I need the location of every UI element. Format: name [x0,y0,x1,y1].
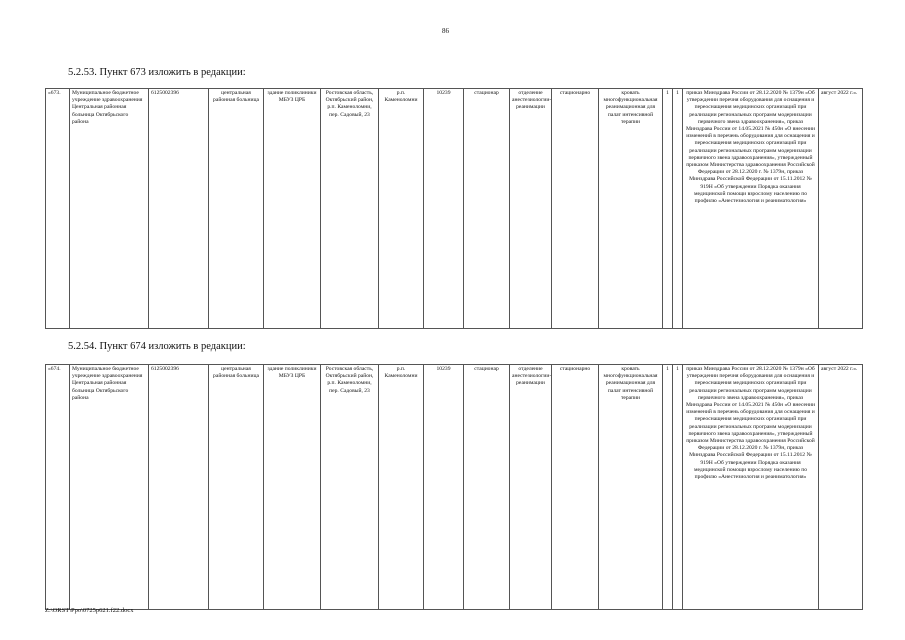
amendment-table-674 [45,364,863,610]
quantity-cell: 1 [663,89,673,329]
date-cell: август 2022 г.». [819,365,863,610]
building-cell: здание поликлиники МБУЗ ЦРБ [264,365,321,610]
file-path-footer: Z:\ORST\Ppo\0725p621.f22.docx [45,607,134,614]
care-form-cell: стационар [464,89,510,329]
amendment-table-673 [45,88,863,329]
building-cell: здание поликлиники МБУЗ ЦРБ [264,89,321,329]
equipment-cell: кровать многофункциональная реанимационная для палат интенсивной терапии [599,89,663,329]
organization-name: Муниципальное бюджетное учреждение здравоохранения Центральная районная больница Октябрьского района [70,365,149,610]
care-profile-cell: стационарно [552,365,599,610]
care-form-cell: стационар [464,365,510,610]
inn-cell: 6125002396 [149,365,209,610]
legal-basis-cell: приказ Минздрава России от 28.12.2020 № 1379н «Об утверждении перечня оборудования для оснащения и переоснащения медицинских организаций при реализации региональных программ модернизации первичного звена здравоохранения», приказ Минздрава России от 14.05.2021 № 450н «О внесении изменений в перечень оборудования для оснащения и переоснащения медицинских организаций при реализации региональных программ модернизации первичного звена здравоохранения», утвержденный приказом Министерства здравоохранения Российской Федерации от 28.12.2020 г. № 1379н, приказ Минздрава Российской Федерации от 15.11.2012 № 919Н «Об утверждении Порядка оказания медицинской помощи взрослому населению по профилю «Анестезиология и реаниматология» [683,89,819,329]
quantity-cell: 1 [673,89,683,329]
equipment-cell: кровать многофункциональная реанимационная для палат интенсивной терапии [599,365,663,610]
department-cell: отделение анестезиологии-реанимации [510,365,552,610]
section-heading-673: 5.2.53. Пункт 673 изложить в редакции: [68,67,246,78]
page-number: 86 [442,27,449,35]
quantity-cell: 1 [663,365,673,610]
quantity-cell: 1 [673,365,683,610]
legal-basis-cell: приказ Минздрава России от 28.12.2020 № 1379н «Об утверждении перечня оборудования для оснащения и переоснащения медицинских организаций при реализации региональных программ модернизации первичного звена здравоохранения», приказ Минздрава России от 14.05.2021 № 450н «О внесении изменений в перечень оборудования для оснащения и переоснащения медицинских организаций при реализации региональных программ модернизации первичного звена здравоохранения», утвержденный приказом Министерства здравоохранения Российской Федерации от 28.12.2020 г. № 1379н, приказ Минздрава Российской Федерации от 15.11.2012 № 919Н «Об утверждении Порядка оказания медицинской помощи взрослому населению по профилю «Анестезиология и реаниматология» [683,365,819,610]
section-heading-674: 5.2.54. Пункт 674 изложить в редакции: [68,341,246,352]
locality-cell: р.п. Каменоломни [379,365,424,610]
care-profile-cell: стационарно [552,89,599,329]
table-row [46,89,863,329]
address-cell: Ростовская область, Октябрьский район, р.п. Каменоломни, пер. Садовый, 23 [321,365,379,610]
organization-type: центральная районная больница [209,89,264,329]
address-cell: Ростовская область, Октябрьский район, р.п. Каменоломни, пер. Садовый, 23 [321,89,379,329]
row-number: «673. [46,89,70,329]
okato-cell: 10239 [424,89,464,329]
inn-cell: 6125002396 [149,89,209,329]
row-number: «674. [46,365,70,610]
table-row [46,365,863,610]
organization-type: центральная районная больница [209,365,264,610]
organization-name: Муниципальное бюджетное учреждение здравоохранения Центральная районная больница Октябрьского района [70,89,149,329]
okato-cell: 10239 [424,365,464,610]
department-cell: отделение анестезиологии-реанимации [510,89,552,329]
date-cell: август 2022 г.». [819,89,863,329]
locality-cell: р.п. Каменоломни [379,89,424,329]
